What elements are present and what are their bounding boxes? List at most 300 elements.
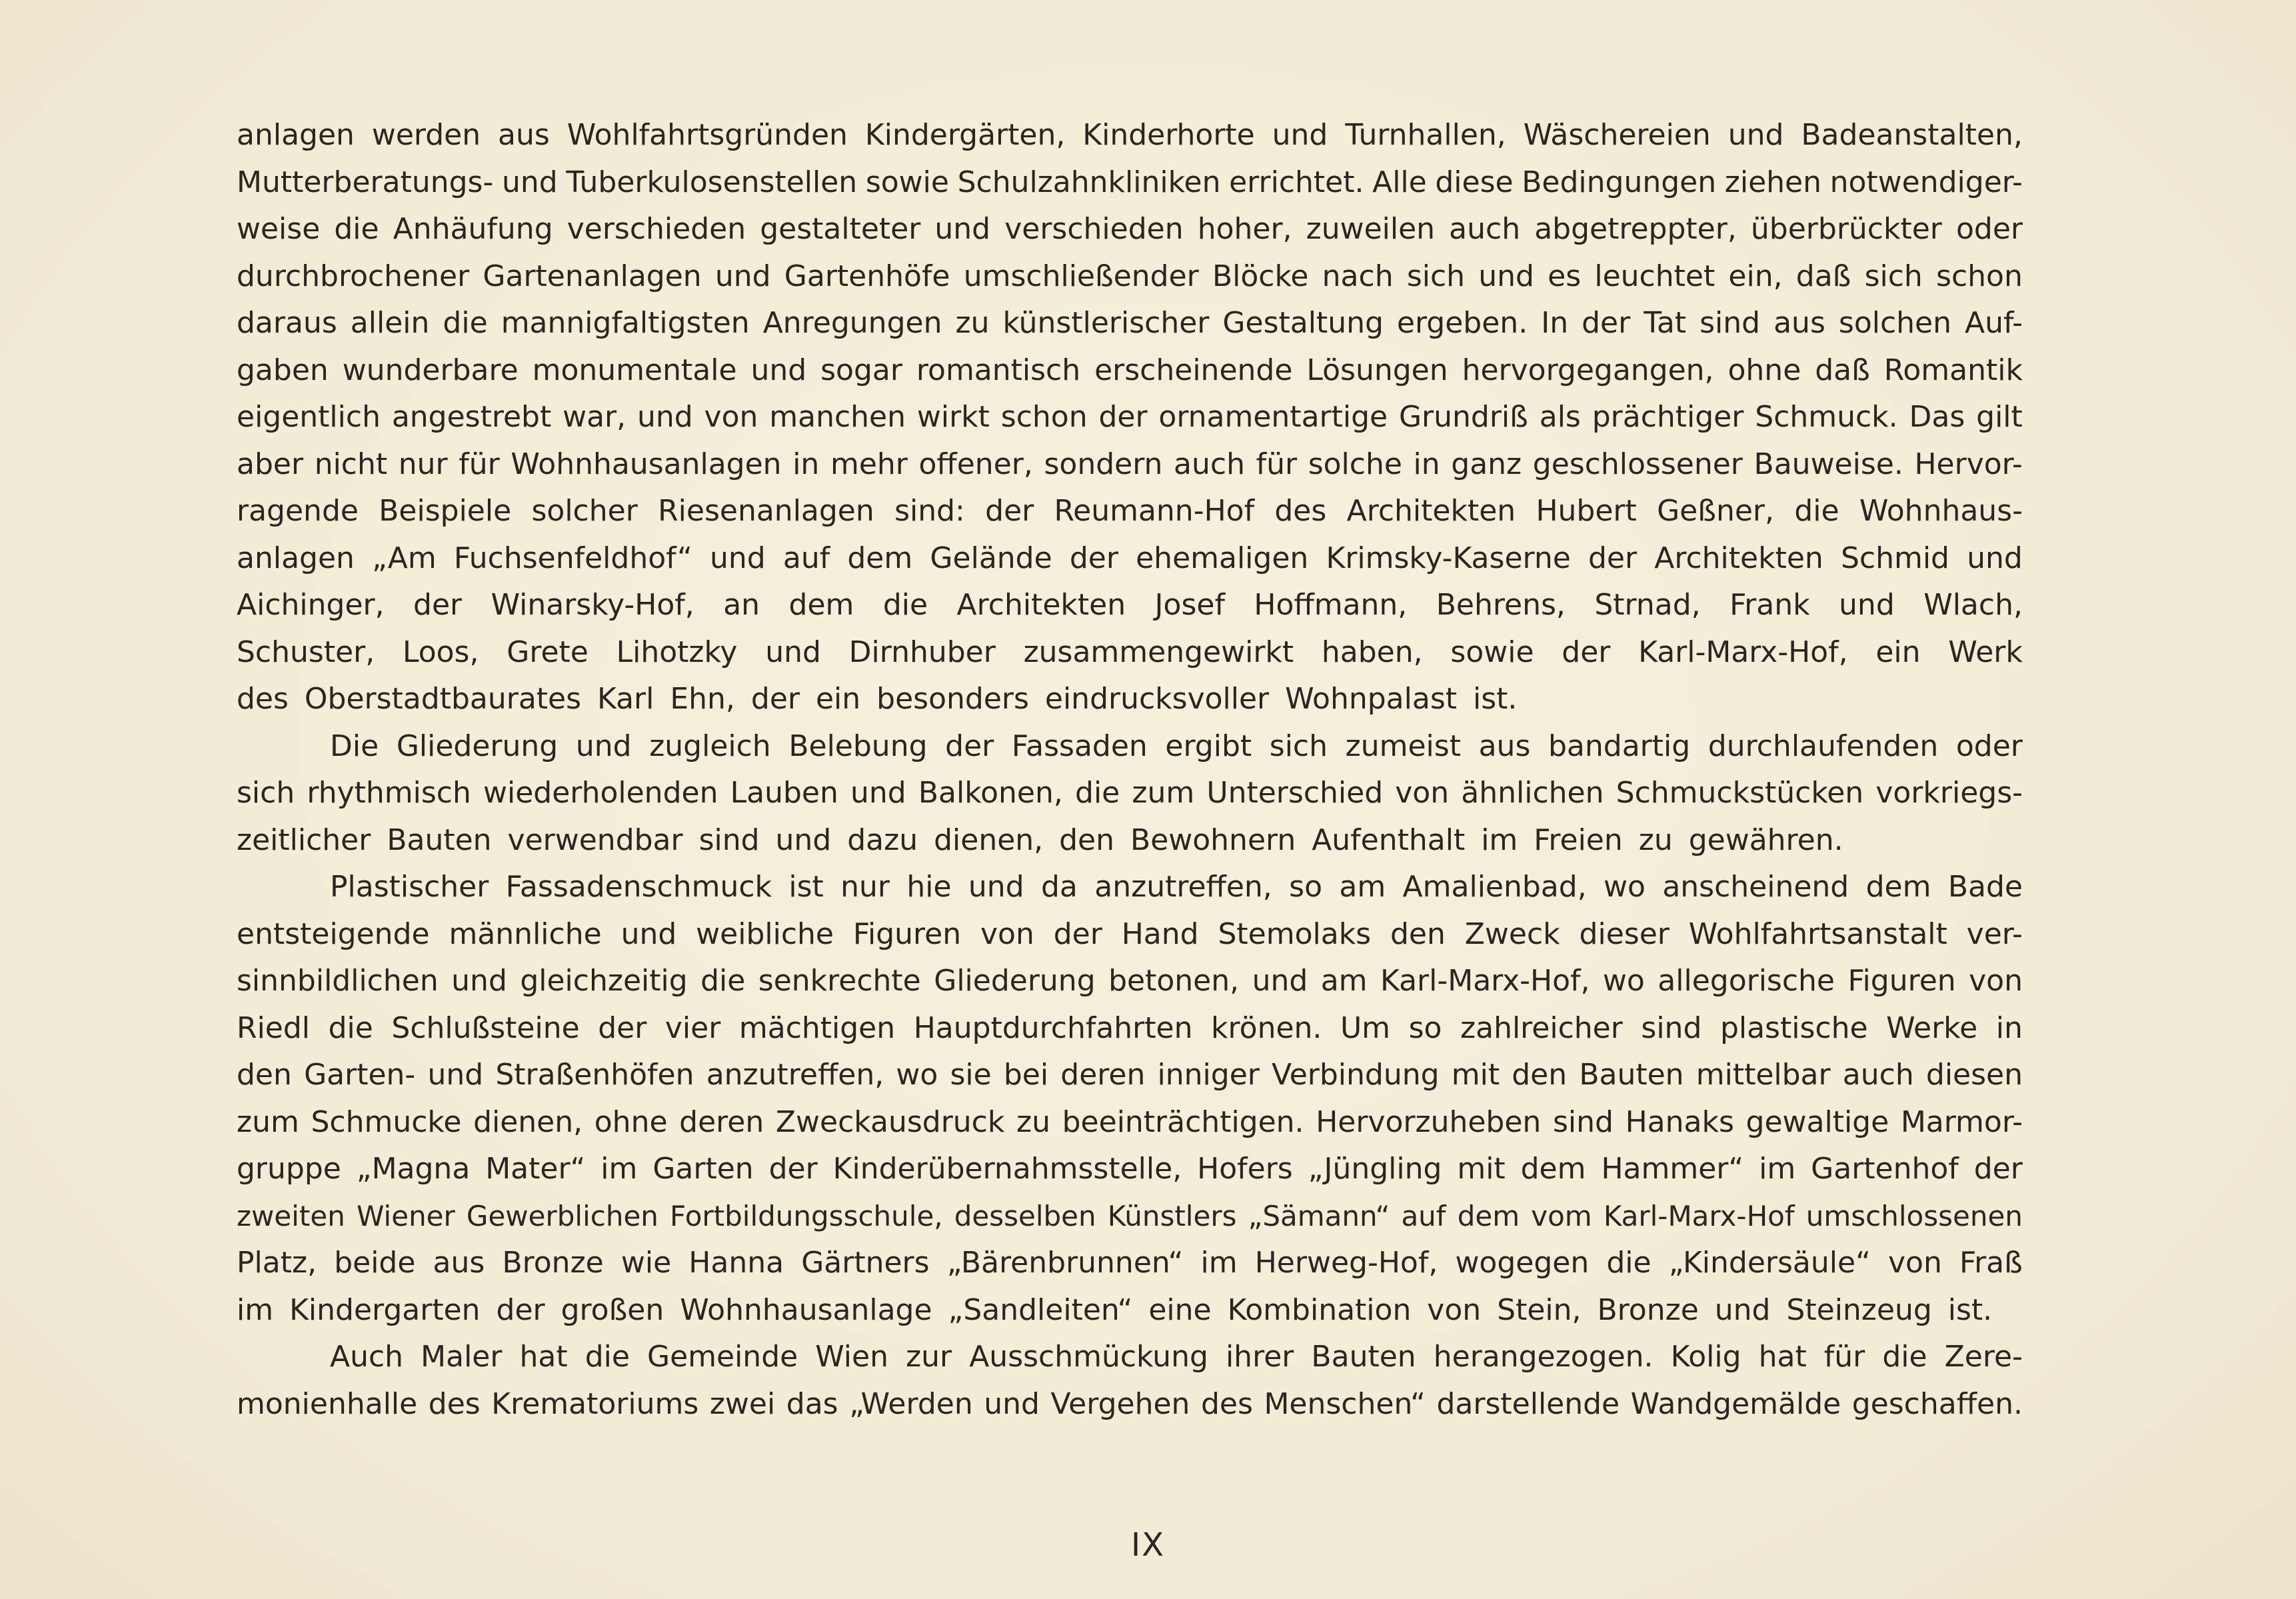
- word: von: [704, 400, 758, 434]
- word: Figuren: [1847, 964, 1956, 998]
- word: rhythmisch: [307, 776, 471, 810]
- word: weise: [237, 212, 321, 246]
- word: beeinträchtigen.: [1062, 1104, 1304, 1139]
- word: von: [1969, 964, 2023, 998]
- word: Wohnhausanlagen: [511, 447, 782, 481]
- word: und: [451, 964, 507, 998]
- word: dem: [1865, 870, 1931, 904]
- word: krönen.: [1211, 1010, 1322, 1045]
- word: Karl-Marx-Hof,: [1380, 964, 1590, 998]
- word: Herweg-Hof,: [1254, 1246, 1438, 1280]
- word: Kinderhorte: [1082, 118, 1255, 152]
- text-line: [237, 1381, 2023, 1428]
- word: Gartenhöfe: [784, 259, 950, 293]
- word: die: [1794, 494, 1839, 528]
- word: auch: [1449, 212, 1521, 246]
- word: Bauweise.: [1753, 447, 1903, 481]
- word: Wäschereien: [1523, 118, 1711, 152]
- word: „Am: [372, 541, 437, 575]
- word: Werke: [1886, 1010, 1978, 1045]
- word: hat: [519, 1340, 568, 1374]
- word: Fuchsenfeldhof“: [453, 541, 692, 575]
- word: Die: [330, 729, 379, 763]
- word: zusammengewirkt: [1023, 635, 1294, 669]
- word: und: [709, 541, 766, 575]
- word: ehemaligen: [1136, 541, 1309, 575]
- word: und: [1727, 118, 1784, 152]
- text-line-content: zeitlicher Bauten verwendbar sind und dazu dienen, den Bewohnern Aufenthalt im Freien zu gewähren.: [237, 822, 1843, 857]
- word: allegorische: [1658, 964, 1835, 998]
- word: Zweckausdruck: [775, 1104, 1005, 1139]
- word: Loos,: [402, 635, 479, 669]
- word: am: [1320, 964, 1368, 998]
- word: es: [1548, 259, 1582, 293]
- text-line: [237, 770, 2023, 817]
- text-line: [237, 300, 2023, 347]
- word: für: [1256, 447, 1298, 481]
- word: offener,: [918, 447, 1033, 481]
- word: Lihotzky: [616, 635, 738, 669]
- word: aus: [1478, 729, 1531, 763]
- word: so: [1408, 1010, 1442, 1045]
- word: Reumann-Hof: [1054, 494, 1255, 528]
- text-line: [237, 629, 2023, 677]
- word: deren: [679, 1104, 764, 1139]
- word: die: [334, 212, 379, 246]
- word: nicht: [314, 447, 388, 481]
- word: Menschen“: [1264, 1386, 1426, 1421]
- word: der: [1098, 400, 1148, 434]
- word: ähnlichen: [1461, 776, 1604, 810]
- text-line: [237, 159, 2023, 207]
- page-number: IX: [1130, 1526, 1166, 1564]
- word: zum: [237, 1104, 299, 1139]
- word: auch: [1174, 447, 1245, 481]
- word: Hammer“: [1601, 1152, 1744, 1186]
- word: Schuster,: [237, 635, 375, 669]
- word: ganz: [1451, 447, 1522, 481]
- word: inniger: [1157, 1058, 1260, 1092]
- word: Architekten: [1346, 494, 1516, 528]
- word: notwendiger-: [1829, 165, 2023, 199]
- word: Verbindung: [1272, 1058, 1440, 1092]
- word: und: [575, 729, 632, 763]
- word: von: [1888, 1246, 1942, 1280]
- word: Winarsky-Hof,: [491, 588, 694, 622]
- word: geschaffen.: [1851, 1386, 2023, 1421]
- word: das: [786, 1386, 838, 1421]
- word: Kolig: [1670, 1340, 1741, 1374]
- word: sich: [1269, 729, 1328, 763]
- word: Ausschmückung: [969, 1340, 1208, 1374]
- word: „Jüngling: [1308, 1152, 1442, 1186]
- word: wo: [1604, 870, 1646, 904]
- word: der: [945, 729, 994, 763]
- word: Um: [1340, 1010, 1391, 1045]
- word: Schlußsteine: [391, 1010, 580, 1045]
- word: zur: [906, 1340, 952, 1374]
- word: dem: [1520, 1152, 1586, 1186]
- word: hat: [1758, 1340, 1807, 1374]
- word: Gestaltung: [1222, 306, 1384, 340]
- word: ziehen: [1724, 165, 1821, 199]
- word: Schmid: [1840, 541, 1949, 575]
- word: zu: [1016, 1104, 1050, 1139]
- word: Gartenanlagen: [483, 259, 702, 293]
- word: Amalienbad,: [1402, 870, 1587, 904]
- word: dem: [847, 541, 913, 575]
- word: sind: [1552, 1104, 1614, 1139]
- word: ornamentartige: [1158, 400, 1388, 434]
- word: zugleich: [649, 729, 771, 763]
- word: der: [768, 1152, 818, 1186]
- word: hie: [906, 870, 952, 904]
- word: bei: [1003, 1058, 1049, 1092]
- word: Hervorzuheben: [1316, 1104, 1542, 1139]
- word: sind: [1700, 306, 1761, 340]
- word: für: [1823, 1340, 1865, 1374]
- word: solche: [1308, 447, 1402, 481]
- word: Behrens,: [1436, 588, 1566, 622]
- word: angestrebt: [391, 400, 552, 434]
- text-line: [237, 817, 2023, 864]
- text-line: [237, 1240, 2023, 1287]
- word: solchen: [1838, 306, 1952, 340]
- word: auf: [1401, 1199, 1446, 1232]
- word: und: [427, 1058, 484, 1092]
- word: Aichinger,: [237, 588, 385, 622]
- word: verschieden: [1004, 212, 1184, 246]
- word: zwei: [709, 1386, 776, 1421]
- word: wunderbare: [342, 353, 519, 387]
- word: an: [723, 588, 760, 622]
- word: hoher,: [1197, 212, 1292, 246]
- word: der: [1053, 916, 1102, 951]
- word: Gelände: [930, 541, 1052, 575]
- word: allein: [350, 306, 430, 340]
- word: Schmuck.: [1755, 400, 1898, 434]
- text-line: [237, 676, 2023, 723]
- word: Straßenhöfen: [495, 1058, 694, 1092]
- word: aber: [237, 447, 304, 481]
- word: Gemeinde: [646, 1340, 798, 1374]
- word: zum: [1132, 776, 1195, 810]
- word: Hauptdurchfahrten: [913, 1010, 1193, 1045]
- word: und: [620, 916, 677, 951]
- word: und: [850, 776, 906, 810]
- word: „Kindersäule“: [1668, 1246, 1871, 1280]
- text-line: [237, 1334, 2023, 1381]
- word: Lösungen: [1306, 353, 1448, 387]
- word: desselben: [954, 1199, 1096, 1232]
- word: mit: [1457, 1152, 1506, 1186]
- word: wirkt: [916, 400, 990, 434]
- word: Grete: [507, 635, 588, 669]
- word: Schmuckstücken: [1616, 776, 1864, 810]
- word: wiederholenden: [483, 776, 718, 810]
- word: Plastischer: [330, 870, 489, 904]
- word: in: [1995, 1010, 2023, 1045]
- word: der: [598, 1010, 647, 1045]
- word: und: [984, 1386, 1040, 1421]
- word: Wlach,: [1923, 588, 2023, 622]
- word: aus: [1773, 306, 1825, 340]
- word: Krematoriums: [491, 1386, 699, 1421]
- word: auch: [1842, 1058, 1914, 1092]
- word: auf: [782, 541, 830, 575]
- word: künstlerischer: [1002, 306, 1210, 340]
- word: mächtigen: [738, 1010, 896, 1045]
- word: Wien: [815, 1340, 888, 1374]
- word: den: [1512, 1058, 1568, 1092]
- word: Tat: [1644, 306, 1687, 340]
- text-line: [237, 582, 2023, 629]
- word: ist: [788, 870, 824, 904]
- word: gilt: [1976, 400, 2023, 434]
- word: Garten-: [304, 1058, 416, 1092]
- word: sind: [1641, 1010, 1702, 1045]
- word: Krimsky-Kaserne: [1326, 541, 1571, 575]
- word: bandartig: [1548, 729, 1691, 763]
- text-line: [237, 347, 2023, 395]
- word: dem: [788, 588, 854, 622]
- word: Fassaden: [1011, 729, 1148, 763]
- word: der: [1562, 635, 1611, 669]
- word: und: [1252, 964, 1308, 998]
- word: Hofers: [1197, 1152, 1293, 1186]
- word: ein: [1875, 635, 1921, 669]
- word: nach: [1322, 259, 1394, 293]
- text-line: [237, 1052, 2023, 1099]
- text-line: [237, 864, 2023, 911]
- word: Alle: [1372, 165, 1427, 199]
- word: Gewerblichen: [466, 1199, 658, 1232]
- word: dienen,: [473, 1104, 583, 1139]
- word: Frank: [1729, 588, 1810, 622]
- word: Bade: [1947, 870, 2023, 904]
- word: von: [980, 916, 1034, 951]
- word: nur: [840, 870, 890, 904]
- word: abgetreppter,: [1534, 212, 1737, 246]
- word: anlagen: [237, 118, 355, 152]
- word: Turnhallen,: [1345, 118, 1506, 152]
- word: im: [600, 1152, 638, 1186]
- word: plastische: [1720, 1010, 1868, 1045]
- word: romantisch: [916, 353, 1081, 387]
- text-line: [237, 1193, 2023, 1240]
- word: Tuberkulosenstellen: [566, 165, 858, 199]
- word: Wiener: [356, 1199, 455, 1232]
- word: Unterschied: [1206, 776, 1384, 810]
- word: des: [1274, 494, 1327, 528]
- word: und: [636, 400, 693, 434]
- word: gestalteter: [760, 212, 921, 246]
- word: sind:: [894, 494, 965, 528]
- word: Platz,: [237, 1246, 317, 1280]
- word: die: [1606, 1246, 1652, 1280]
- word: schon: [1000, 400, 1088, 434]
- word: Beispiele: [379, 494, 512, 528]
- text-line-content: im Kindergarten der großen Wohnhausanlage „Sandleiten“ eine Kombination von Stein, Bronze und Steinzeug ist.: [237, 1292, 1993, 1327]
- word: Bauten: [1311, 1340, 1416, 1374]
- word: Kindergärten,: [864, 118, 1066, 152]
- text-line-content: des Oberstadtbaurates Karl Ehn, der ein besonders eindrucksvoller Wohnpalast ist.: [237, 682, 1518, 716]
- text-line: [237, 1099, 2023, 1146]
- word: prächtiger: [1592, 400, 1744, 434]
- word: zuweilen: [1306, 212, 1436, 246]
- word: Garten: [652, 1152, 754, 1186]
- word: und: [714, 259, 771, 293]
- text-line: [237, 394, 2023, 441]
- word: im: [1200, 1246, 1238, 1280]
- word: gruppe: [237, 1152, 341, 1186]
- word: ragende: [237, 494, 359, 528]
- word: und: [765, 635, 821, 669]
- word: Hand: [1121, 916, 1199, 951]
- word: vier: [664, 1010, 721, 1045]
- word: umschließender: [963, 259, 1199, 293]
- text-line: [237, 441, 2023, 489]
- word: die: [1882, 1340, 1927, 1374]
- word: aus: [433, 1246, 485, 1280]
- word: und: [968, 870, 1024, 904]
- word: Badeanstalten,: [1801, 118, 2023, 152]
- word: Werk: [1948, 635, 2023, 669]
- word: Architekten: [1654, 541, 1823, 575]
- word: erscheinende: [1094, 353, 1293, 387]
- word: die: [443, 306, 488, 340]
- word: in: [1413, 447, 1440, 481]
- word: mit: [1451, 1058, 1500, 1092]
- word: der: [413, 588, 463, 622]
- word: leuchtet: [1594, 259, 1716, 293]
- word: Hoffmann,: [1254, 588, 1408, 622]
- word: Hervor-: [1914, 447, 2023, 481]
- text-line: [237, 1287, 2023, 1334]
- word: Belebung: [788, 729, 928, 763]
- word: der: [1069, 541, 1118, 575]
- word: sondern: [1044, 447, 1163, 481]
- word: sogar: [820, 353, 902, 387]
- word: Josef: [1154, 588, 1225, 622]
- word: Schmucke: [311, 1104, 462, 1139]
- word: haben,: [1321, 635, 1423, 669]
- word: ver-: [1966, 916, 2023, 951]
- word: sich: [1406, 259, 1466, 293]
- word: Strnad,: [1594, 588, 1701, 622]
- word: Zere-: [1944, 1340, 2023, 1374]
- word: des: [1200, 1386, 1253, 1421]
- word: und: [501, 165, 558, 199]
- word: diesen: [1925, 1058, 2023, 1092]
- word: Bauten: [1579, 1058, 1684, 1092]
- word: Fortbildungsschule,: [670, 1199, 943, 1232]
- word: ein,: [1728, 259, 1783, 293]
- word: sowie: [1450, 635, 1534, 669]
- word: „Magna: [356, 1152, 471, 1186]
- word: oder: [1955, 212, 2023, 246]
- word: sinnbildlichen: [237, 964, 439, 998]
- word: Kinderübernahmsstelle,: [832, 1152, 1182, 1186]
- word: Hanna: [688, 1246, 784, 1280]
- word: der: [1582, 306, 1631, 340]
- word: werden: [371, 118, 481, 152]
- word: Riesenanlagen: [658, 494, 874, 528]
- word: Wohnhaus-: [1859, 494, 2023, 528]
- word: Gliederung: [934, 964, 1096, 998]
- word: war,: [563, 400, 626, 434]
- word: und: [1967, 541, 2023, 575]
- word: Wohlfahrtsgründen: [567, 118, 848, 152]
- word: wogegen: [1455, 1246, 1590, 1280]
- word: Das: [1909, 400, 1965, 434]
- word: errichtet.: [1229, 165, 1364, 199]
- word: der: [1588, 541, 1638, 575]
- word: „Bärenbrunnen“: [946, 1246, 1184, 1280]
- text-line: [237, 253, 2023, 301]
- word: aus: [498, 118, 550, 152]
- word: sich: [1864, 259, 1923, 293]
- word: ergeben.: [1396, 306, 1528, 340]
- word: oder: [1955, 729, 2023, 763]
- word: und: [1272, 118, 1328, 152]
- word: und: [1839, 588, 1895, 622]
- text-line: [237, 206, 2023, 253]
- word: Wandgemälde: [1630, 1386, 1841, 1421]
- word: Gartenhof: [1811, 1152, 1959, 1186]
- word: gaben: [237, 353, 329, 387]
- word: den: [237, 1058, 292, 1092]
- word: nur: [398, 447, 448, 481]
- word: Bronze: [502, 1246, 604, 1280]
- word: Zweck: [1464, 916, 1560, 951]
- word: am: [1339, 870, 1386, 904]
- word: mannigfaltigsten: [501, 306, 750, 340]
- word: anzutreffen,: [1094, 870, 1272, 904]
- word: deren: [1060, 1058, 1146, 1092]
- word: für: [459, 447, 500, 481]
- text-line: [237, 1146, 2023, 1193]
- word: Blöcke: [1212, 259, 1309, 293]
- word: durchlaufenden: [1708, 729, 1939, 763]
- word: wie: [620, 1246, 672, 1280]
- word: eigentlich: [237, 400, 381, 434]
- word: ohne: [1727, 353, 1801, 387]
- word: monumentale: [532, 353, 737, 387]
- word: mehr: [830, 447, 908, 481]
- word: der: [985, 494, 1034, 528]
- word: beide: [334, 1246, 416, 1280]
- word: männliche: [449, 916, 602, 951]
- word: „Sämann“: [1248, 1199, 1390, 1232]
- word: gleichzeitig: [520, 964, 688, 998]
- word: im: [1759, 1152, 1796, 1186]
- word: ihrer: [1225, 1340, 1294, 1374]
- word: Mater“: [485, 1152, 586, 1186]
- word: durchbrochener: [237, 259, 470, 293]
- word: Fassadenschmuck: [505, 870, 772, 904]
- word: Balkonen,: [918, 776, 1063, 810]
- word: anscheinend: [1662, 870, 1849, 904]
- word: Stemolaks: [1218, 916, 1372, 951]
- word: senkrechte: [758, 964, 921, 998]
- word: dieser: [1579, 916, 1670, 951]
- text-line: [237, 911, 2023, 958]
- word: Dirnhuber: [848, 635, 996, 669]
- word: Bedingungen: [1522, 165, 1717, 199]
- word: verschieden: [567, 212, 746, 246]
- word: manchen: [769, 400, 906, 434]
